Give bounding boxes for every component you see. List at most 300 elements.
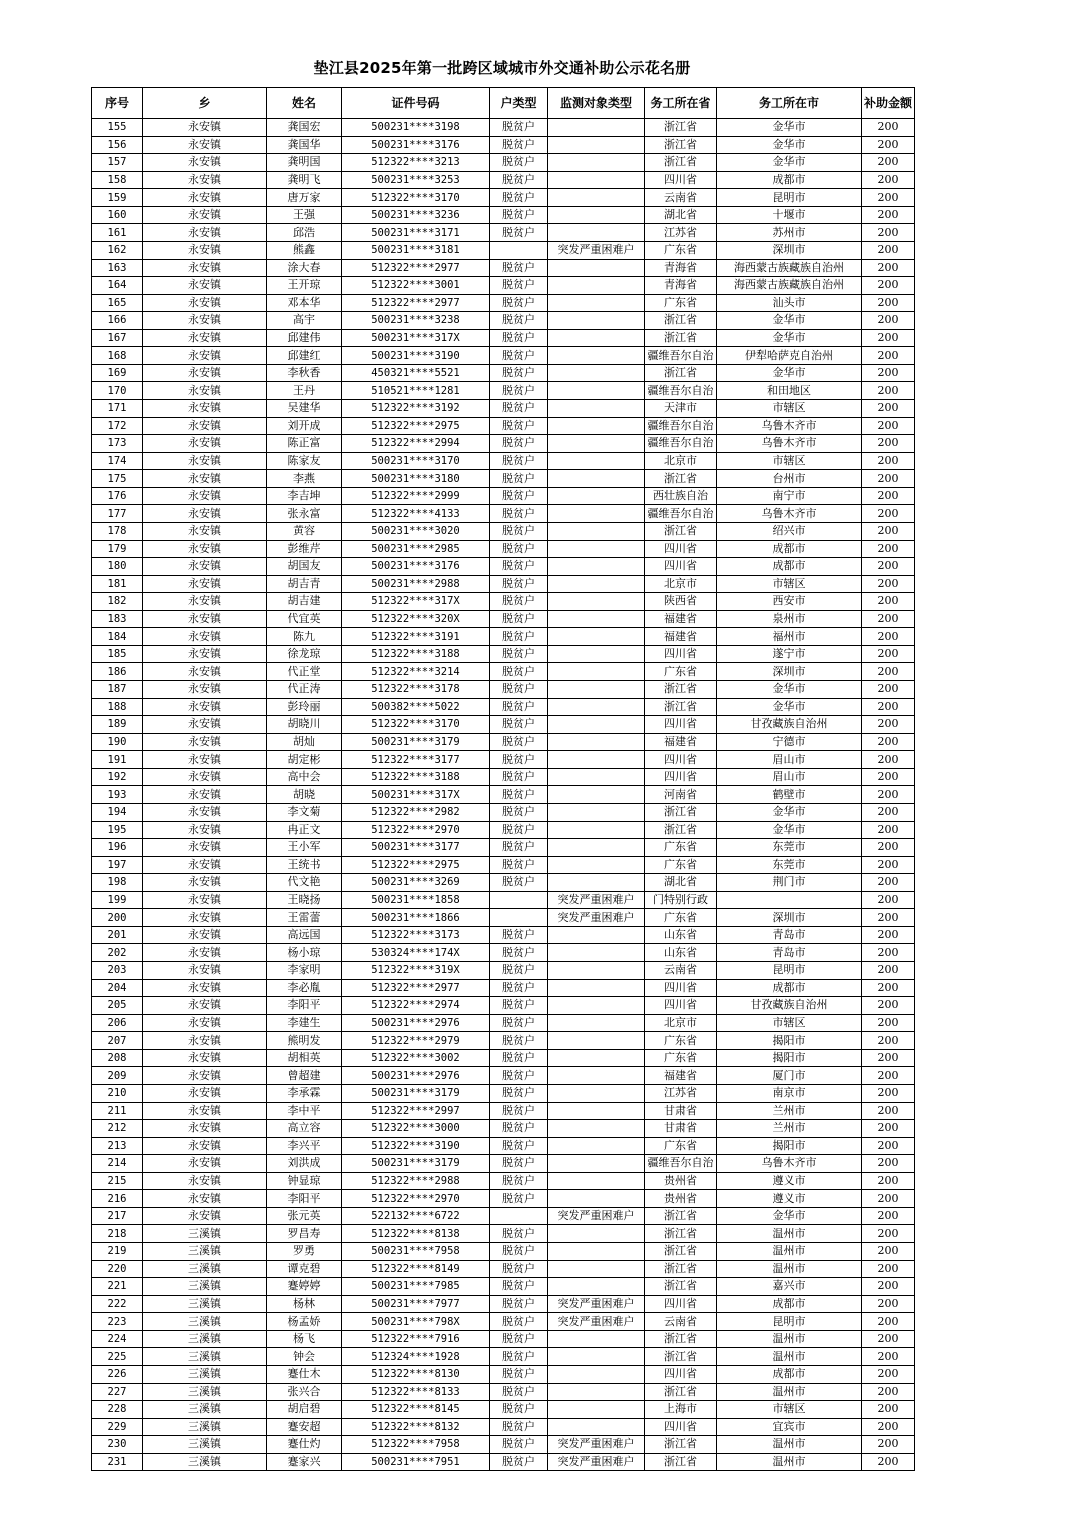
cell-index: 225 (92, 1348, 143, 1366)
cell-name: 代正堂 (267, 663, 342, 681)
cell-monitoring-type (548, 540, 645, 558)
cell-id-number: 512322****3192 (342, 400, 490, 418)
table-row (92, 610, 915, 628)
table-row (92, 1049, 915, 1067)
cell-index: 197 (92, 856, 143, 874)
cell-work-province: 福建省 (645, 628, 717, 646)
cell-work-city: 甘孜藏族自治州 (717, 716, 862, 734)
table-row (92, 1102, 915, 1120)
cell-household-type (490, 241, 548, 259)
cell-household-type: 脱贫户 (490, 1436, 548, 1454)
cell-household-type: 脱贫户 (490, 558, 548, 576)
cell-household-type: 脱贫户 (490, 1225, 548, 1243)
cell-name: 王雷蕾 (267, 909, 342, 927)
cell-work-province: 浙江省 (645, 1453, 717, 1471)
cell-work-city: 温州市 (717, 1225, 862, 1243)
cell-subsidy: 200 (862, 610, 915, 628)
cell-township: 永安镇 (143, 136, 267, 154)
table-row (92, 171, 915, 189)
cell-monitoring-type (548, 470, 645, 488)
table-row (92, 435, 915, 453)
cell-work-city: 金华市 (717, 698, 862, 716)
cell-work-city: 南京市 (717, 1084, 862, 1102)
cell-household-type: 脱贫户 (490, 1067, 548, 1085)
cell-work-city: 西安市 (717, 593, 862, 611)
table-row (92, 1365, 915, 1383)
cell-work-province: 广东省 (645, 294, 717, 312)
cell-work-province: 云南省 (645, 1313, 717, 1331)
cell-name: 李秋香 (267, 364, 342, 382)
cell-monitoring-type (548, 487, 645, 505)
cell-township: 永安镇 (143, 435, 267, 453)
cell-index: 165 (92, 294, 143, 312)
table-row (92, 1067, 915, 1085)
cell-township: 永安镇 (143, 733, 267, 751)
cell-id-number: 512324****1928 (342, 1348, 490, 1366)
cell-index: 194 (92, 803, 143, 821)
table-row (92, 470, 915, 488)
cell-index: 180 (92, 558, 143, 576)
cell-name: 胡国友 (267, 558, 342, 576)
cell-index: 157 (92, 154, 143, 172)
cell-monitoring-type (548, 1067, 645, 1085)
cell-subsidy: 200 (862, 1278, 915, 1296)
cell-township: 三溪镇 (143, 1401, 267, 1419)
cell-township: 永安镇 (143, 1207, 267, 1225)
cell-monitoring-type (548, 768, 645, 786)
cell-monitoring-type (548, 821, 645, 839)
cell-work-province: 北京市 (645, 1014, 717, 1032)
cell-township: 永安镇 (143, 171, 267, 189)
cell-index: 178 (92, 522, 143, 540)
cell-work-city: 金华市 (717, 1207, 862, 1225)
cell-township: 永安镇 (143, 716, 267, 734)
cell-work-city: 遂宁市 (717, 645, 862, 663)
cell-monitoring-type (548, 1190, 645, 1208)
cell-work-city: 温州市 (717, 1243, 862, 1261)
cell-household-type: 脱贫户 (490, 1120, 548, 1138)
cell-monitoring-type (548, 1102, 645, 1120)
cell-index: 170 (92, 382, 143, 400)
cell-household-type: 脱贫户 (490, 171, 548, 189)
cell-household-type: 脱贫户 (490, 382, 548, 400)
cell-id-number: 512322****3177 (342, 751, 490, 769)
cell-work-city: 温州市 (717, 1330, 862, 1348)
cell-township: 永安镇 (143, 751, 267, 769)
cell-household-type: 脱贫户 (490, 277, 548, 295)
cell-township: 永安镇 (143, 786, 267, 804)
cell-name: 代正涛 (267, 681, 342, 699)
cell-index: 220 (92, 1260, 143, 1278)
table-row (92, 979, 915, 997)
cell-name: 胡吉建 (267, 593, 342, 611)
table-row (92, 1243, 915, 1261)
cell-work-province: 浙江省 (645, 1278, 717, 1296)
cell-work-province: 福建省 (645, 1067, 717, 1085)
cell-monitoring-type (548, 505, 645, 523)
table-row (92, 1137, 915, 1155)
cell-name: 龚明飞 (267, 171, 342, 189)
cell-township: 永安镇 (143, 1190, 267, 1208)
cell-work-province: 浙江省 (645, 1207, 717, 1225)
cell-index: 159 (92, 189, 143, 207)
cell-subsidy: 200 (862, 119, 915, 137)
cell-work-province: 浙江省 (645, 681, 717, 699)
cell-household-type: 脱贫户 (490, 751, 548, 769)
cell-subsidy: 200 (862, 1330, 915, 1348)
cell-work-province: 云南省 (645, 962, 717, 980)
cell-work-city: 温州市 (717, 1348, 862, 1366)
cell-work-city: 市辖区 (717, 400, 862, 418)
cell-work-province: 广东省 (645, 839, 717, 857)
cell-township: 永安镇 (143, 821, 267, 839)
cell-index: 163 (92, 259, 143, 277)
cell-index: 196 (92, 839, 143, 857)
cell-id-number: 512322****320X (342, 610, 490, 628)
cell-work-province: 陕西省 (645, 593, 717, 611)
cell-work-city: 金华市 (717, 136, 862, 154)
cell-name: 李文菊 (267, 803, 342, 821)
cell-id-number: 500231****1866 (342, 909, 490, 927)
cell-work-city: 甘孜藏族自治州 (717, 997, 862, 1015)
cell-subsidy: 200 (862, 716, 915, 734)
cell-township: 三溪镇 (143, 1225, 267, 1243)
cell-township: 永安镇 (143, 487, 267, 505)
cell-name: 李中平 (267, 1102, 342, 1120)
cell-monitoring-type (548, 294, 645, 312)
cell-monitoring-type (548, 716, 645, 734)
cell-name: 冉正文 (267, 821, 342, 839)
cell-id-number: 500231****3170 (342, 452, 490, 470)
cell-work-city: 东莞市 (717, 856, 862, 874)
cell-work-province: 广东省 (645, 909, 717, 927)
cell-work-province: 疆维吾尔自治 (645, 1155, 717, 1173)
cell-household-type: 脱贫户 (490, 189, 548, 207)
cell-id-number: 512322****3001 (342, 277, 490, 295)
cell-name: 龚国宏 (267, 119, 342, 137)
cell-household-type: 脱贫户 (490, 1401, 548, 1419)
cell-monitoring-type (548, 312, 645, 330)
cell-name: 谭克碧 (267, 1260, 342, 1278)
cell-index: 182 (92, 593, 143, 611)
cell-name: 曾超建 (267, 1067, 342, 1085)
cell-name: 王小军 (267, 839, 342, 857)
cell-work-province: 山东省 (645, 944, 717, 962)
cell-index: 167 (92, 329, 143, 347)
table-row (92, 891, 915, 909)
cell-work-province: 北京市 (645, 575, 717, 593)
cell-work-city: 苏州市 (717, 224, 862, 242)
cell-subsidy: 200 (862, 1014, 915, 1032)
cell-work-province: 广东省 (645, 663, 717, 681)
cell-household-type: 脱贫户 (490, 681, 548, 699)
cell-township: 永安镇 (143, 610, 267, 628)
cell-township: 永安镇 (143, 856, 267, 874)
cell-name: 高远国 (267, 926, 342, 944)
cell-name: 涂大春 (267, 259, 342, 277)
cell-monitoring-type: 突发严重困难户 (548, 1207, 645, 1225)
cell-id-number: 530324****174X (342, 944, 490, 962)
cell-index: 186 (92, 663, 143, 681)
cell-name: 罗昌寿 (267, 1225, 342, 1243)
cell-name: 杨飞 (267, 1330, 342, 1348)
cell-township: 永安镇 (143, 452, 267, 470)
cell-work-city: 昆明市 (717, 189, 862, 207)
cell-id-number: 510521****1281 (342, 382, 490, 400)
cell-id-number: 512322****3213 (342, 154, 490, 172)
cell-household-type: 脱贫户 (490, 224, 548, 242)
cell-work-city: 厦门市 (717, 1067, 862, 1085)
cell-work-province: 湖北省 (645, 206, 717, 224)
cell-id-number: 450321****5521 (342, 364, 490, 382)
cell-township: 永安镇 (143, 1067, 267, 1085)
cell-work-province: 青海省 (645, 277, 717, 295)
cell-id-number: 500231****3198 (342, 119, 490, 137)
table-row (92, 593, 915, 611)
cell-id-number: 512322****2997 (342, 1102, 490, 1120)
cell-work-city: 海西蒙古族藏族自治州 (717, 277, 862, 295)
cell-name: 胡吉青 (267, 575, 342, 593)
cell-monitoring-type (548, 1120, 645, 1138)
cell-work-city: 南宁市 (717, 487, 862, 505)
cell-subsidy: 200 (862, 1084, 915, 1102)
cell-work-province: 甘肃省 (645, 1120, 717, 1138)
table-row (92, 487, 915, 505)
cell-subsidy: 200 (862, 1365, 915, 1383)
cell-index: 193 (92, 786, 143, 804)
cell-id-number: 500231****3171 (342, 224, 490, 242)
table-row (92, 1014, 915, 1032)
cell-index: 183 (92, 610, 143, 628)
cell-township: 永安镇 (143, 382, 267, 400)
cell-work-city: 成都市 (717, 1295, 862, 1313)
cell-work-city: 福州市 (717, 628, 862, 646)
cell-id-number: 512322****4133 (342, 505, 490, 523)
cell-township: 永安镇 (143, 909, 267, 927)
cell-township: 永安镇 (143, 522, 267, 540)
cell-index: 208 (92, 1049, 143, 1067)
cell-id-number: 500231****3253 (342, 171, 490, 189)
cell-name: 罗勇 (267, 1243, 342, 1261)
cell-household-type: 脱贫户 (490, 206, 548, 224)
cell-household-type: 脱贫户 (490, 1172, 548, 1190)
cell-household-type: 脱贫户 (490, 1049, 548, 1067)
cell-index: 195 (92, 821, 143, 839)
cell-household-type: 脱贫户 (490, 698, 548, 716)
cell-work-city: 温州市 (717, 1260, 862, 1278)
cell-name: 胡启碧 (267, 1401, 342, 1419)
cell-work-province: 四川省 (645, 979, 717, 997)
col-header-subsidy: 补助金额 (862, 88, 915, 119)
cell-id-number: 512322****2999 (342, 487, 490, 505)
cell-subsidy: 200 (862, 1155, 915, 1173)
cell-id-number: 512322****3178 (342, 681, 490, 699)
cell-name: 王开琼 (267, 277, 342, 295)
cell-work-province: 四川省 (645, 1365, 717, 1383)
cell-household-type: 脱贫户 (490, 347, 548, 365)
cell-subsidy: 200 (862, 1348, 915, 1366)
cell-id-number: 500231****3020 (342, 522, 490, 540)
cell-work-city (717, 891, 862, 909)
cell-subsidy: 200 (862, 663, 915, 681)
cell-name: 彭玲丽 (267, 698, 342, 716)
cell-monitoring-type (548, 1032, 645, 1050)
cell-monitoring-type (548, 1243, 645, 1261)
cell-work-city: 市辖区 (717, 452, 862, 470)
cell-township: 永安镇 (143, 364, 267, 382)
cell-household-type: 脱贫户 (490, 154, 548, 172)
cell-household-type: 脱贫户 (490, 1032, 548, 1050)
cell-id-number: 512322****319X (342, 962, 490, 980)
cell-township: 三溪镇 (143, 1453, 267, 1471)
cell-household-type: 脱贫户 (490, 505, 548, 523)
cell-index: 212 (92, 1120, 143, 1138)
cell-monitoring-type (548, 1172, 645, 1190)
cell-id-number: 512322****3188 (342, 768, 490, 786)
cell-household-type: 脱贫户 (490, 400, 548, 418)
cell-work-province: 北京市 (645, 452, 717, 470)
table-row (92, 206, 915, 224)
cell-index: 226 (92, 1365, 143, 1383)
cell-work-city: 乌鲁木齐市 (717, 505, 862, 523)
cell-index: 176 (92, 487, 143, 505)
cell-household-type: 脱贫户 (490, 1278, 548, 1296)
table-row (92, 909, 915, 927)
cell-id-number: 500231****3177 (342, 839, 490, 857)
cell-id-number: 500231****3176 (342, 558, 490, 576)
cell-subsidy: 200 (862, 1049, 915, 1067)
cell-work-city: 伊犁哈萨克自治州 (717, 347, 862, 365)
cell-index: 160 (92, 206, 143, 224)
cell-work-province: 浙江省 (645, 522, 717, 540)
table-row (92, 382, 915, 400)
cell-household-type: 脱贫户 (490, 312, 548, 330)
cell-index: 210 (92, 1084, 143, 1102)
cell-name: 李家明 (267, 962, 342, 980)
col-header-work-city: 务工所在市 (717, 88, 862, 119)
cell-subsidy: 200 (862, 768, 915, 786)
cell-id-number: 500231****3179 (342, 1155, 490, 1173)
cell-household-type: 脱贫户 (490, 1102, 548, 1120)
cell-id-number: 512322****8138 (342, 1225, 490, 1243)
table-row (92, 452, 915, 470)
table-row (92, 1295, 915, 1313)
cell-household-type: 脱贫户 (490, 944, 548, 962)
cell-subsidy: 200 (862, 786, 915, 804)
table-row (92, 733, 915, 751)
cell-township: 永安镇 (143, 400, 267, 418)
cell-monitoring-type (548, 751, 645, 769)
cell-township: 永安镇 (143, 926, 267, 944)
cell-index: 213 (92, 1137, 143, 1155)
cell-monitoring-type (548, 1155, 645, 1173)
cell-household-type: 脱贫户 (490, 470, 548, 488)
cell-work-province: 广东省 (645, 1049, 717, 1067)
cell-index: 164 (92, 277, 143, 295)
cell-household-type: 脱贫户 (490, 1330, 548, 1348)
cell-work-province: 贵州省 (645, 1172, 717, 1190)
cell-name: 李阳平 (267, 997, 342, 1015)
cell-work-city: 鹤壁市 (717, 786, 862, 804)
cell-township: 永安镇 (143, 1102, 267, 1120)
cell-index: 201 (92, 926, 143, 944)
cell-monitoring-type (548, 645, 645, 663)
table-row (92, 119, 915, 137)
cell-household-type: 脱贫户 (490, 1084, 548, 1102)
cell-name: 李建生 (267, 1014, 342, 1032)
cell-id-number: 500231****7951 (342, 1453, 490, 1471)
cell-subsidy: 200 (862, 733, 915, 751)
cell-work-city: 嘉兴市 (717, 1278, 862, 1296)
cell-monitoring-type (548, 733, 645, 751)
cell-monitoring-type (548, 962, 645, 980)
cell-id-number: 512322****3190 (342, 1137, 490, 1155)
cell-monitoring-type (548, 1383, 645, 1401)
cell-work-city: 市辖区 (717, 1014, 862, 1032)
cell-work-province: 门特别行政 (645, 891, 717, 909)
cell-township: 永安镇 (143, 839, 267, 857)
cell-name: 陈家友 (267, 452, 342, 470)
cell-household-type: 脱贫户 (490, 1190, 548, 1208)
cell-work-province: 甘肃省 (645, 1102, 717, 1120)
cell-work-province: 江苏省 (645, 224, 717, 242)
cell-monitoring-type (548, 558, 645, 576)
cell-work-province: 浙江省 (645, 1330, 717, 1348)
cell-id-number: 500231****2976 (342, 1067, 490, 1085)
cell-name: 彭维芹 (267, 540, 342, 558)
cell-id-number: 500231****2985 (342, 540, 490, 558)
cell-subsidy: 200 (862, 382, 915, 400)
cell-monitoring-type (548, 522, 645, 540)
cell-name: 黄容 (267, 522, 342, 540)
cell-work-province: 疆维吾尔自治 (645, 417, 717, 435)
cell-township: 永安镇 (143, 259, 267, 277)
cell-monitoring-type (548, 277, 645, 295)
cell-work-city: 金华市 (717, 154, 862, 172)
cell-township: 三溪镇 (143, 1365, 267, 1383)
table-row (92, 645, 915, 663)
cell-subsidy: 200 (862, 189, 915, 207)
cell-name: 胡晓川 (267, 716, 342, 734)
cell-id-number: 512322****2970 (342, 821, 490, 839)
cell-township: 永安镇 (143, 154, 267, 172)
cell-index: 209 (92, 1067, 143, 1085)
cell-monitoring-type (548, 663, 645, 681)
cell-name: 蹇婷婷 (267, 1278, 342, 1296)
cell-subsidy: 200 (862, 452, 915, 470)
cell-id-number: 500231****3176 (342, 136, 490, 154)
cell-id-number: 512322****2974 (342, 997, 490, 1015)
cell-household-type: 脱贫户 (490, 1295, 548, 1313)
cell-township: 三溪镇 (143, 1260, 267, 1278)
cell-subsidy: 200 (862, 1313, 915, 1331)
cell-work-province: 四川省 (645, 540, 717, 558)
cell-index: 207 (92, 1032, 143, 1050)
table-row (92, 1207, 915, 1225)
table-row (92, 1418, 915, 1436)
cell-monitoring-type (548, 1365, 645, 1383)
table-row (92, 136, 915, 154)
cell-work-province: 浙江省 (645, 1243, 717, 1261)
cell-work-city: 温州市 (717, 1383, 862, 1401)
cell-index: 162 (92, 241, 143, 259)
cell-name: 邓本华 (267, 294, 342, 312)
cell-household-type: 脱贫户 (490, 997, 548, 1015)
cell-monitoring-type (548, 189, 645, 207)
cell-index: 172 (92, 417, 143, 435)
cell-monitoring-type (548, 382, 645, 400)
cell-monitoring-type (548, 364, 645, 382)
